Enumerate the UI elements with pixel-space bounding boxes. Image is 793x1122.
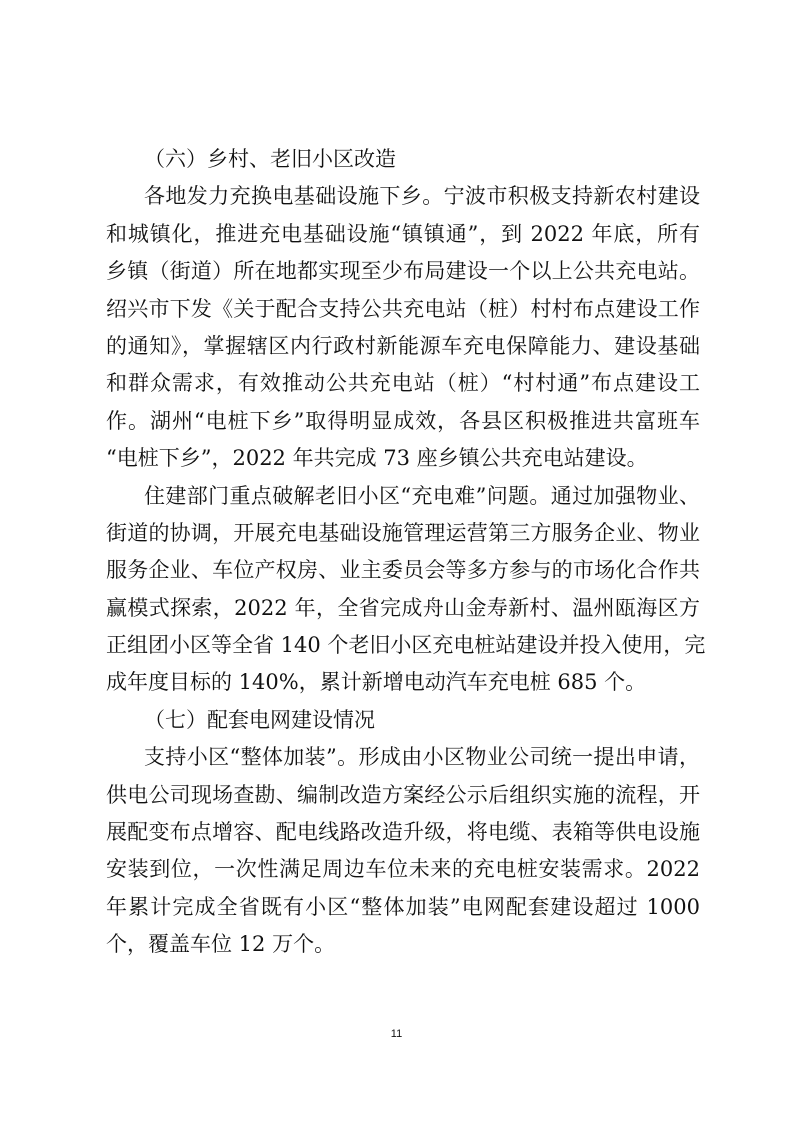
text-line: 供电公司现场查勘、编制改造方案经公示后组织实施的流程，开 <box>106 782 700 807</box>
text-line: “电桩下乡”，2022 年共完成 73 座乡镇公共充电站建设。 <box>106 446 648 471</box>
text-line: 年累计完成全省既有小区“整体加装”电网配套建设超过 1000 <box>106 894 700 919</box>
text-line: 住建部门重点破解老旧小区“充电难”问题。通过加强物业、 <box>144 483 700 508</box>
text-line: 各地发力充换电基础设施下乡。宁波市积极支持新农村建设 <box>144 184 700 209</box>
text-line: 展配变布点增容、配电线路改造升级，将电缆、表箱等供电设施 <box>106 820 700 845</box>
text-line: 成年度目标的 140%，累计新增电动汽车充电桩 685 个。 <box>106 670 647 695</box>
text-line: 和群众需求，有效推动公共充电站（桩）“村村通”布点建设工 <box>106 371 700 396</box>
paragraph <box>106 739 700 963</box>
text-line: 乡镇（街道）所在地都实现至少布局建设一个以上公共充电站。 <box>106 259 700 284</box>
paragraph <box>106 178 700 477</box>
text-line: 街道的协调，开展充电基础设施管理运营第三方服务企业、物业 <box>106 520 700 545</box>
text-line: 作。湖州“电桩下乡”取得明显成效，各县区积极推进共富班车 <box>106 408 700 433</box>
text-line: 赢模式探索，2022 年，全省完成舟山金寿新村、温州瓯海区方 <box>106 595 700 620</box>
document-body <box>106 141 706 964</box>
text-line: 正组团小区等全省 140 个老旧小区充电桩站建设并投入使用，完 <box>106 633 706 658</box>
text-line: 绍兴市下发《关于配合支持公共充电站（桩）村村布点建设工作 <box>106 296 700 321</box>
text-line: 支持小区“整体加装”。形成由小区物业公司统一提出申请， <box>144 745 700 770</box>
section-heading: （七）配套电网建设情况 <box>144 707 375 732</box>
text-line: 个，覆盖车位 12 万个。 <box>106 932 336 957</box>
text-line: 的通知》，掌握辖区内行政村新能源车充电保障能力、建设基础 <box>106 333 700 358</box>
text-line: 安装到位，一次性满足周边车位未来的充电桩安装需求。2022 <box>106 857 700 882</box>
page-number: 11 <box>390 1028 403 1040</box>
section-heading: （六）乡村、老旧小区改造 <box>144 147 396 171</box>
text-line: 和城镇化，推进充电基础设施“镇镇通”，到 2022 年底，所有 <box>106 221 700 246</box>
text-line: 服务企业、车位产权房、业主委员会等多方参与的市场化合作共 <box>106 558 700 583</box>
paragraph <box>106 478 706 702</box>
